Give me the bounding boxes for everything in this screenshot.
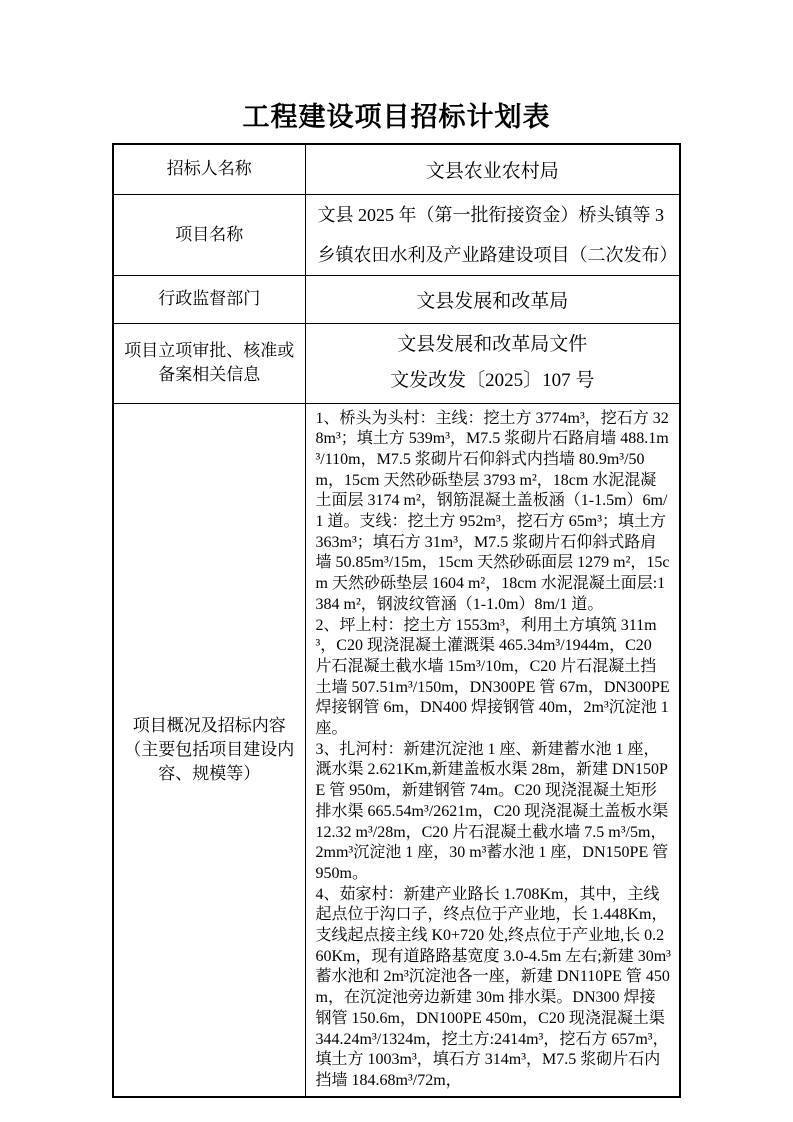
overview-paragraph-village1: 1、桥头为头村：主线：挖土方 3774m³，挖石方 328m³；填土方 539m³，M7.5 浆砌片石路肩墙 488.1m³/110m，M7.5 浆砌片石仰斜式内挡墙 80.9m³/50m，15cm 天然砂砾垫层 3793 m²，18cm 水泥混凝土面层 3174 m²，钢筋混凝土盖板涵（1-1.5m）6m/1 道。支线：挖土方 952m³，挖石方 65m³；填土方 363m³；填石方 31m³，M7.5 浆砌片石仰斜式路肩墙 50.85m³/15m，15cm 天然砂砾面层 1279 m²，15cm 天然砂砾垫层 1604 m²，18cm 水泥混凝土面层:1384 m²，钢波纹管涵（1-1.0m）8m/1 道。 <box>315 409 670 613</box>
approval-info-value <box>305 323 680 403</box>
project-name-line2: 乡镇农田水利及产业路建设项目（二次发布） <box>317 244 678 265</box>
project-overview-text <box>306 404 680 1096</box>
table-row-supervision-department <box>113 275 680 323</box>
table-row-project-overview <box>113 403 680 1097</box>
project-overview-label: 项目概况及招标内容（主要包括项目建设内容、规模等） <box>113 403 305 1097</box>
supervision-department-value: 文县发展和改革局 <box>305 275 680 323</box>
project-name-line1: 文县 2025 年（第一批衔接资金）桥头镇等 3 <box>317 204 664 225</box>
project-name-label: 项目名称 <box>113 194 305 275</box>
supervision-department-label: 行政监督部门 <box>113 275 305 323</box>
overview-paragraph-village4: 4、茹家村：新建产业路长 1.708Km，其中，主线起点位于沟口子，终点位于产业地，长 1.448Km，支线起点接主线 K0+720 处,终点位于产业地,长 0.260Km，现有道路路基宽度 3.0-4.5m 左右;新建 30m³蓄水池和 2m³沉淀池各一座，新建 DN110PE 管 450m，在沉淀池旁边新建 30m 排水渠。DN300 焊接钢管 150.6m，DN100PE 450m，C20 现浇混凝土渠 344.24m³/1324m，挖土方:2414m³，挖石方 657m³，填土方 1003m³，填石方 314m³，M7.5 浆砌片石内挡墙 184.68m³/72m， <box>315 885 671 1089</box>
project-overview-value <box>305 403 680 1097</box>
table-row-bidder-name <box>113 144 680 194</box>
approval-doc-number: 文发改发〔2025〕107 号 <box>390 370 595 391</box>
bidding-plan-table <box>112 143 681 1098</box>
table-row-approval-info <box>113 323 680 403</box>
approval-doc-title: 文县发展和改革局文件 <box>397 334 588 355</box>
approval-info-label: 项目立项审批、核准或备案相关信息 <box>113 323 305 403</box>
overview-paragraph-village3: 3、扎河村：新建沉淀池 1 座、新建蓄水池 1 座，溉水渠 2.621Km,新建盖板水渠 28m，新建 DN150PE 管 950m，新建钢管 74m。C20 现浇混凝土矩形排水渠 665.54m³/2621m，C20 现浇混凝土盖板水渠 12.32 m³/28m，C20 片石混凝土截水墙 7.5 m³/5m，2mm³沉淀池 1 座，30 m³蓄水池 1 座，DN150PE 管 950m。 <box>315 740 669 882</box>
page-title: 工程建设项目招标计划表 <box>242 102 551 133</box>
bidder-name-label: 招标人名称 <box>113 144 305 194</box>
bidder-name-value: 文县农业农村局 <box>305 144 680 194</box>
overview-paragraph-village2: 2、坪上村：挖土方 1553m³，利用土方填筑 311m³，C20 现浇混凝土灌溉渠 465.34m³/1944m，C20 片石混凝土截水墙 15m³/10m，C20 片石混凝土挡土墙 507.51m³/150m，DN300PE 管 67m，DN300PE 焊接钢管 6m，DN400 焊接钢管 40m，2m³沉淀池 1 座。 <box>315 616 670 738</box>
table-row-project-name <box>113 194 680 275</box>
project-name-value <box>305 194 680 275</box>
